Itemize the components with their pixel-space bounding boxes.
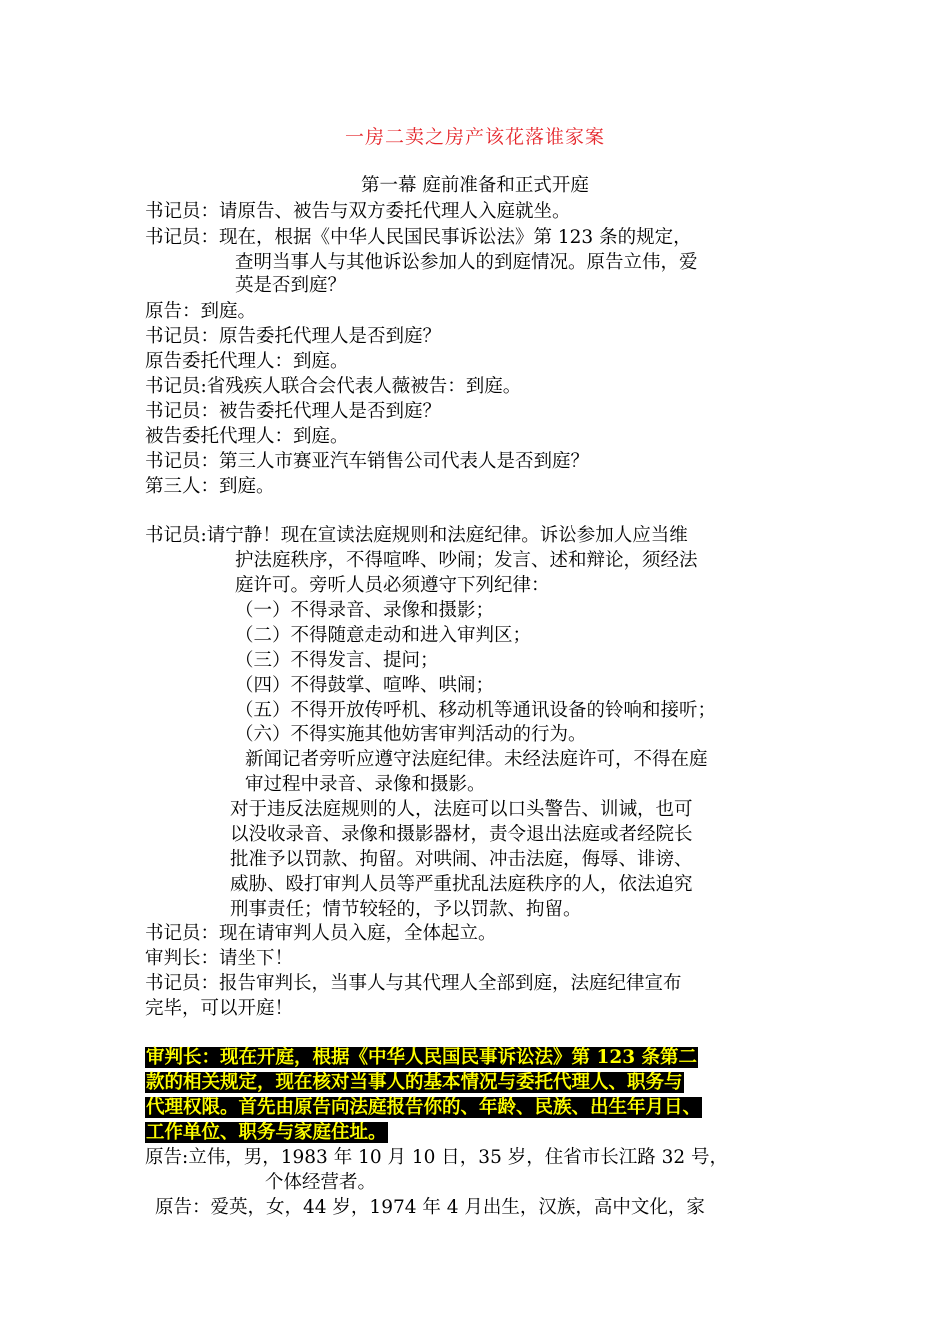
dialogue-line: 原告：到庭。 bbox=[145, 301, 257, 322]
dialogue-line: 个体经营者。 bbox=[265, 1172, 377, 1193]
rule-item: （五）不得开放传呼机、移动机等通讯设备的铃响和接听； bbox=[235, 700, 717, 721]
dialogue-line: 被告委托代理人：到庭。 bbox=[145, 426, 349, 447]
highlighted-line bbox=[145, 1120, 388, 1145]
dialogue-line: 第三人：到庭。 bbox=[145, 476, 275, 497]
dialogue-line: 书记员：现在请审判人员入庭，全体起立。 bbox=[145, 923, 497, 944]
dialogue-line: 查明当事人与其他诉讼参加人的到庭情况。原告立伟，爱 bbox=[235, 252, 698, 273]
dialogue-line: 审判长：请坐下！ bbox=[145, 948, 294, 969]
dialogue-line: 批准予以罚款、拘留。对哄闹、冲击法庭，侮辱、诽谤、 bbox=[230, 849, 693, 870]
document-title: 一房二卖之房产该花落谁家案 bbox=[344, 126, 605, 148]
highlighted-text: 工作单位、职务与家庭住址。 bbox=[146, 1122, 387, 1143]
dialogue-line: 完毕，可以开庭！ bbox=[145, 998, 294, 1019]
dialogue-line: 书记员：被告委托代理人是否到庭？ bbox=[145, 401, 442, 422]
dialogue-line: 书记员:省残疾人联合会代表人薇被告：到庭。 bbox=[145, 376, 522, 397]
dialogue-line: 护法庭秩序，不得喧哗、吵闹；发言、述和辩论，须经法 bbox=[235, 550, 698, 571]
rule-item: （三）不得发言、提问； bbox=[235, 650, 439, 671]
rule-item: （一）不得录音、录像和摄影； bbox=[235, 600, 495, 621]
dialogue-line: 以没收录音、录像和摄影器材，责令退出法庭或者经院长 bbox=[230, 824, 693, 845]
dialogue-line: 书记员：请原告、被告与双方委托代理人入庭就坐。 bbox=[145, 201, 571, 222]
rule-item: （四）不得鼓掌、喧哗、哄闹； bbox=[235, 675, 495, 696]
highlighted-line bbox=[145, 1095, 702, 1120]
dialogue-line: 书记员：原告委托代理人是否到庭？ bbox=[145, 326, 442, 347]
dialogue-line: 对于违反法庭规则的人，法庭可以口头警告、训诫，也可 bbox=[230, 799, 693, 820]
highlighted-line bbox=[145, 1045, 698, 1070]
dialogue-line: 书记员:请宁静！现在宣读法庭规则和法庭纪律。诉讼参加人应当维 bbox=[145, 525, 688, 546]
dialogue-line: 审过程中录音、录像和摄影。 bbox=[245, 774, 486, 795]
highlighted-text: 款的相关规定，现在核对当事人的基本情况与委托代理人、职务与 bbox=[146, 1072, 683, 1093]
dialogue-line: 新闻记者旁听应遵守法庭纪律。未经法庭许可，不得在庭 bbox=[245, 749, 708, 770]
dialogue-line: 原告：爱英，女，44 岁，1974 年 4 月出生，汉族，高中文化，家 bbox=[155, 1197, 705, 1218]
highlighted-text: 代理权限。首先由原告向法庭报告你的、年龄、民族、出生年月日、 bbox=[146, 1097, 702, 1118]
highlighted-line bbox=[145, 1070, 684, 1095]
dialogue-line: 庭许可。旁听人员必须遵守下列纪律： bbox=[235, 575, 550, 596]
dialogue-line: 原告委托代理人：到庭。 bbox=[145, 351, 349, 372]
highlighted-text: 审判长：现在开庭，根据《中华人民国民事诉讼法》第 123 条第二 bbox=[146, 1047, 698, 1068]
dialogue-line: 原告:立伟，男，1983 年 10 月 10 日，35 岁，住省市长江路 32 号， bbox=[145, 1147, 729, 1168]
dialogue-line: 书记员：报告审判长，当事人与其代理人全部到庭，法庭纪律宣布 bbox=[145, 973, 682, 994]
dialogue-line: 威胁、殴打审判人员等严重扰乱法庭秩序的人，依法追究 bbox=[230, 874, 693, 895]
rule-item: （六）不得实施其他妨害审判活动的行为。 bbox=[235, 724, 587, 745]
act-heading: 第一幕 庭前准备和正式开庭 bbox=[361, 175, 589, 196]
dialogue-line: 英是否到庭？ bbox=[235, 275, 347, 296]
dialogue-line: 书记员：现在，根据《中华人民国民事诉讼法》第 123 条的规定， bbox=[145, 227, 692, 248]
dialogue-line: 刑事责任；情节较轻的，予以罚款、拘留。 bbox=[230, 899, 582, 920]
rule-item: （二）不得随意走动和进入审判区； bbox=[235, 625, 532, 646]
dialogue-line: 书记员：第三人市赛亚汽车销售公司代表人是否到庭？ bbox=[145, 451, 590, 472]
